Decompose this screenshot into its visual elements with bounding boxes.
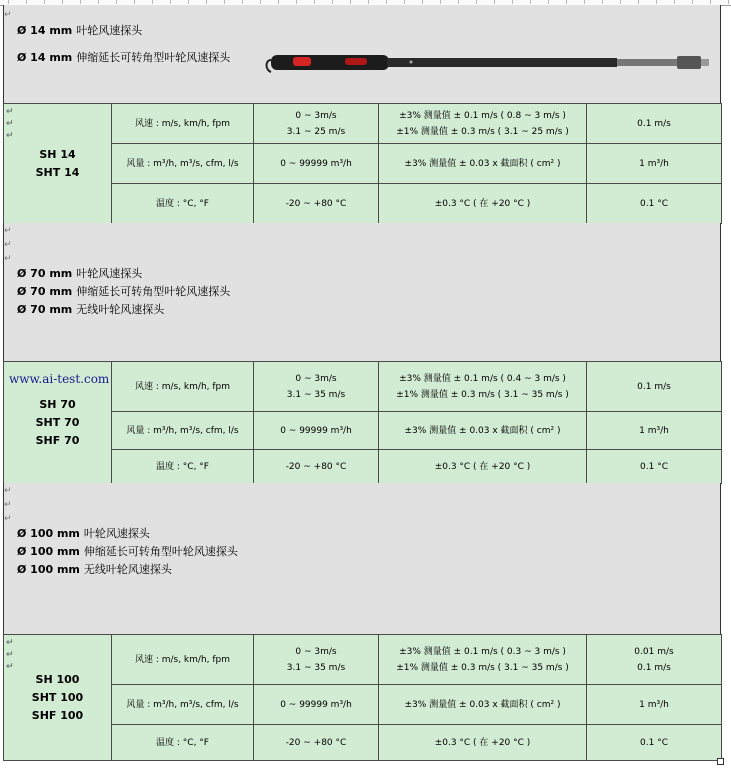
accuracy-cell: ±3% 测量值 ± 0.03 x 截面积 ( cm² ): [379, 412, 587, 450]
ruler-tick: [458, 0, 459, 4]
ruler-tick: [404, 0, 405, 4]
ruler-tick: [602, 0, 603, 4]
ruler-tick: [26, 0, 27, 4]
ruler-tick: [476, 0, 477, 4]
ruler-tick: [8, 0, 9, 4]
ruler-tick: [674, 0, 675, 4]
resolution-cell: 0.1 m/s: [587, 104, 722, 144]
param-cell: 温度 : °C, °F: [112, 184, 254, 224]
ruler-tick: [530, 0, 531, 4]
resolution-cell: 0.1 °C: [587, 184, 722, 224]
paragraph-mark: ↵: [4, 10, 12, 20]
param-cell: 风量 : m³/h, m³/s, cfm, l/s: [112, 144, 254, 184]
ruler-tick: [548, 0, 549, 4]
ruler-tick: [152, 0, 153, 4]
param-cell: 风速 : m/s, km/h, fpm: [112, 635, 254, 685]
paragraph-mark: ↵: [4, 514, 12, 524]
model-cell: SH 70 SHT 70 SHF 70: [4, 362, 112, 484]
resolution-cell: 0.1 m/s: [587, 362, 722, 412]
resolution-cell: 0.1 °C: [587, 450, 722, 484]
probe-title: Ø 100 mm 叶轮风速探头: [17, 527, 150, 540]
accuracy-cell: ±3% 测量值 ± 0.1 m/s ( 0.3 ~ 3 m/s ) ±1% 测量值 ± 0.3 m/s ( 3.1 ~ 35 m/s ): [379, 635, 587, 685]
range-cell: 0 ~ 3m/s 3.1 ~ 25 m/s: [254, 104, 379, 144]
ruler-tick: [314, 0, 315, 4]
range-cell: -20 ~ +80 °C: [254, 184, 379, 224]
paragraph-mark: ↵: [4, 254, 12, 264]
ruler-tick: [278, 0, 279, 4]
ruler-tick: [512, 0, 513, 4]
resolution-cell: 0.01 m/s 0.1 m/s: [587, 635, 722, 685]
spec-table-100mm: [3, 634, 722, 761]
probe-title: Ø 70 mm 伸缩延长可转角型叶轮风速探头: [17, 285, 231, 298]
spec-table-70mm: [3, 361, 722, 484]
param-cell: 温度 : °C, °F: [112, 725, 254, 761]
ruler-tick: [260, 0, 261, 4]
ruler-tick: [296, 0, 297, 4]
ruler-tick: [80, 0, 81, 4]
probe-title: Ø 14 mm 伸缩延长可转角型叶轮风速探头: [17, 51, 231, 64]
table-resize-handle[interactable]: [717, 758, 724, 765]
resolution-cell: 0.1 °C: [587, 725, 722, 761]
ruler-tick: [692, 0, 693, 4]
range-cell: 0 ~ 99999 m³/h: [254, 144, 379, 184]
ruler-tick: [656, 0, 657, 4]
model-cell: ↵ ↵ ↵ SH 14 SHT 14: [4, 104, 112, 224]
ruler-tick: [116, 0, 117, 4]
range-cell: 0 ~ 3m/s 3.1 ~ 35 m/s: [254, 635, 379, 685]
paragraph-mark: ↵: [4, 226, 12, 236]
ruler-tick: [188, 0, 189, 4]
probe-title: Ø 70 mm 无线叶轮风速探头: [17, 303, 165, 316]
param-cell: 风量 : m³/h, m³/s, cfm, l/s: [112, 685, 254, 725]
paragraph-marks: ↵ ↵ ↵: [6, 107, 14, 141]
ruler-tick: [134, 0, 135, 4]
resolution-cell: 1 m³/h: [587, 144, 722, 184]
ruler-tick: [332, 0, 333, 4]
resolution-cell: 1 m³/h: [587, 685, 722, 725]
ruler-tick: [584, 0, 585, 4]
ruler-tick: [98, 0, 99, 4]
ruler-tick: [242, 0, 243, 4]
param-cell: 风速 : m/s, km/h, fpm: [112, 104, 254, 144]
ruler-tick: [710, 0, 711, 4]
ruler-tick: [728, 0, 729, 4]
range-cell: -20 ~ +80 °C: [254, 725, 379, 761]
ruler-tick: [224, 0, 225, 4]
probe-title: Ø 14 mm 叶轮风速探头: [17, 24, 143, 37]
param-cell: 温度 : °C, °F: [112, 450, 254, 484]
accuracy-cell: ±3% 测量值 ± 0.03 x 截面积 ( cm² ): [379, 144, 587, 184]
section-header-70mm: [3, 223, 721, 361]
accuracy-cell: ±0.3 °C ( 在 +20 °C ): [379, 725, 587, 761]
website-watermark: www.ai-test.com: [9, 372, 110, 386]
accuracy-cell: ±3% 测量值 ± 0.1 m/s ( 0.4 ~ 3 m/s ) ±1% 测量值 ± 0.3 m/s ( 3.1 ~ 35 m/s ): [379, 362, 587, 412]
paragraph-mark: ↵: [4, 486, 12, 496]
accuracy-cell: ±0.3 °C ( 在 +20 °C ): [379, 450, 587, 484]
telescopic-probe-image: [265, 48, 713, 76]
param-cell: 风量 : m³/h, m³/s, cfm, l/s: [112, 412, 254, 450]
probe-title: Ø 100 mm 无线叶轮风速探头: [17, 563, 172, 576]
ruler-tick: [62, 0, 63, 4]
ruler-tick: [206, 0, 207, 4]
paragraph-mark: ↵: [4, 240, 12, 250]
ruler-tick: [368, 0, 369, 4]
section-header-14mm: [3, 5, 721, 103]
param-cell: 风速 : m/s, km/h, fpm: [112, 362, 254, 412]
ruler-tick: [620, 0, 621, 4]
ruler-tick: [350, 0, 351, 4]
document-sheet: [3, 5, 721, 765]
spec-table-14mm: [3, 103, 722, 224]
accuracy-cell: ±3% 测量值 ± 0.1 m/s ( 0.8 ~ 3 m/s ) ±1% 测量值 ± 0.3 m/s ( 3.1 ~ 25 m/s ): [379, 104, 587, 144]
range-cell: 0 ~ 3m/s 3.1 ~ 35 m/s: [254, 362, 379, 412]
ruler-tick: [44, 0, 45, 4]
ruler-tick: [440, 0, 441, 4]
model-cell: ↵ ↵ ↵ SH 100 SHT 100 SHF 100: [4, 635, 112, 761]
accuracy-cell: ±0.3 °C ( 在 +20 °C ): [379, 184, 587, 224]
ruler-tick: [494, 0, 495, 4]
range-cell: 0 ~ 99999 m³/h: [254, 685, 379, 725]
probe-title: Ø 100 mm 伸缩延长可转角型叶轮风速探头: [17, 545, 238, 558]
ruler-tick: [638, 0, 639, 4]
ruler-tick: [170, 0, 171, 4]
range-cell: 0 ~ 99999 m³/h: [254, 412, 379, 450]
ruler-tick: [422, 0, 423, 4]
ruler-tick: [386, 0, 387, 4]
range-cell: -20 ~ +80 °C: [254, 450, 379, 484]
accuracy-cell: ±3% 测量值 ± 0.03 x 截面积 ( cm² ): [379, 685, 587, 725]
paragraph-marks: ↵ ↵ ↵: [6, 638, 14, 672]
paragraph-mark: ↵: [4, 500, 12, 510]
section-header-100mm: [3, 483, 721, 634]
ruler-tick: [566, 0, 567, 4]
resolution-cell: 1 m³/h: [587, 412, 722, 450]
probe-title: Ø 70 mm 叶轮风速探头: [17, 267, 143, 280]
